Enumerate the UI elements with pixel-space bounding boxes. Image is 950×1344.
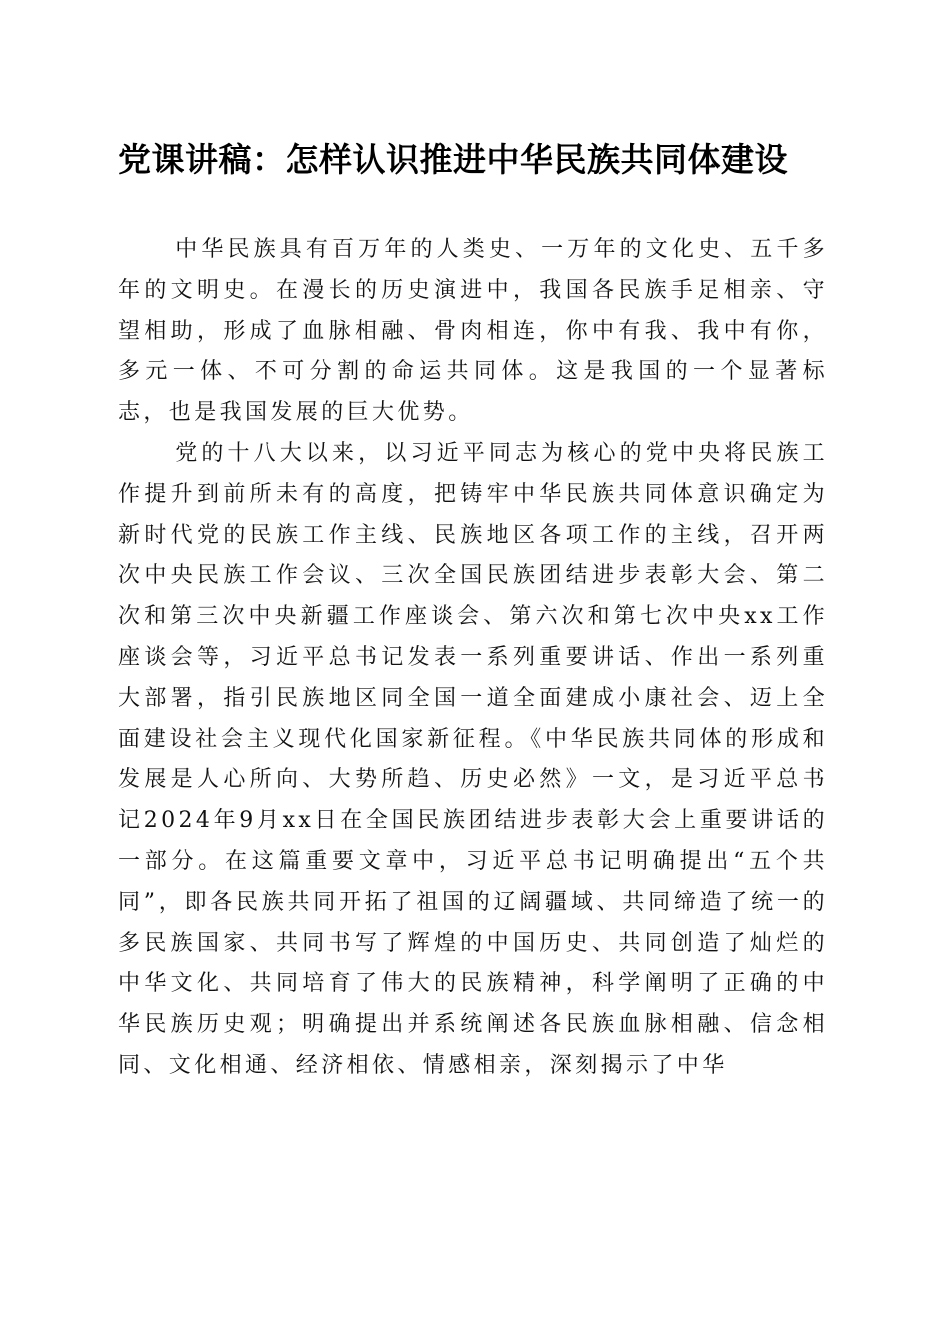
paragraph-main: 党的十八大以来，以习近平同志为核心的党中央将民族工作提升到前所未有的高度，把铸牢中华民族共同体意识确定为新时代党的民族工作主线、民族地区各项工作的主线，召开两次中央民族工作会议、三次全国民族团结进步表彰大会、第二次和第三次中央新疆工作座谈会、第六次和第七次中央xx工作座谈会等，习近平总书记发表一系列重要讲话、作出一系列重大部署，指引民族地区同全国一道全面建成小康社会、迈上全面建设社会主义现代化国家新征程。《中华民族共同体的形成和发展是人心所向、大势所趋、历史必然》一文，是习近平总书记2024年9月xx日在全国民族团结进步表彰大会上重要讲话的一部分。在这篇重要文章中，习近平总书记明确提出“五个共同”，即各民族共同开拓了祖国的辽阔疆域、共同缔造了统一的多民族国家、共同书写了辉煌的中国历史、共同创造了灿烂的中华文化、共同培育了伟大的民族精神，科学阐明了正确的中华民族历史观；明确提出并系统阐述各民族血脉相融、信念相同、文化相通、经济相依、情感相亲，深刻揭示了中华 [118,440,828,1078]
paragraph-intro: 中华民族具有百万年的人类史、一万年的文化史、五千多年的文明史。在漫长的历史演进中，我国各民族手足相亲、守望相助，形成了血脉相融、骨肉相连，你中有我、我中有你，多元一体、不可分割的命运共同体。这是我国的一个显著标志，也是我国发展的巨大优势。 [118,237,828,426]
document-title: 党课讲稿：怎样认识推进中华民族共同体建设 [118,140,788,179]
document-body [118,230,828,1087]
